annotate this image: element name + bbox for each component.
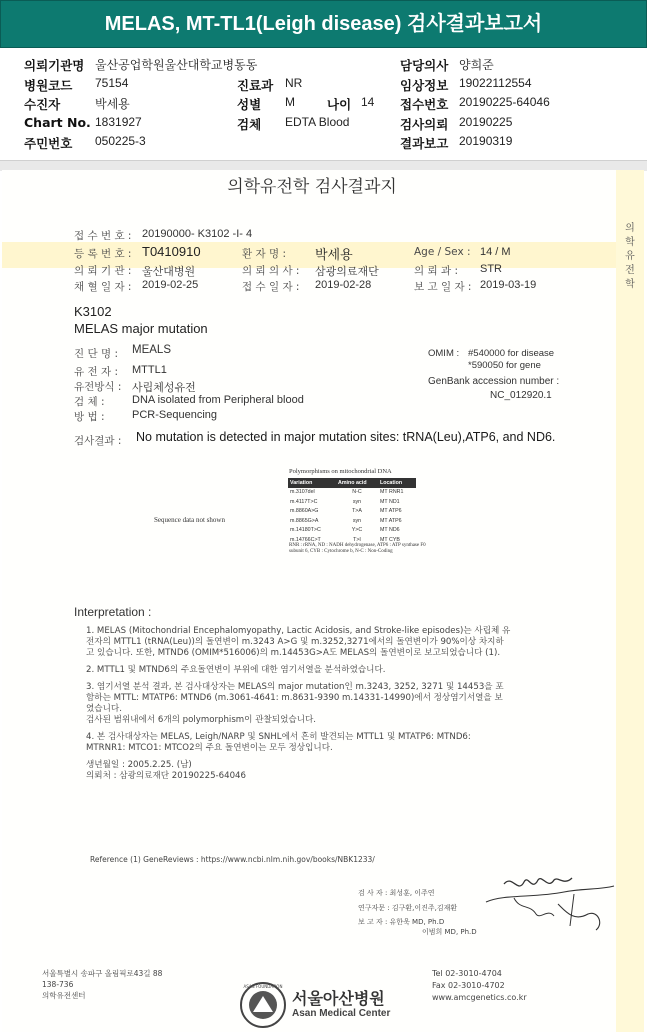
test-code: K3102 <box>74 304 112 319</box>
table-row <box>288 516 416 526</box>
diag-label: 진 단 명 : <box>74 348 118 360</box>
patient-label: 수진자 <box>24 97 61 112</box>
interp-line: 검사된 범위내에서 6개의 polymorphism이 관찰되었습니다. <box>86 715 317 725</box>
poly-header-location: Location <box>378 478 416 488</box>
interp-line: 전자의 MTTL1 (tRNA(Leu))의 돌연변이 m.3243 A>G 및 m.3252,3271에서의 돌연변이가 90%이상 차지하 <box>86 637 504 647</box>
poly-amino: T>I <box>353 536 361 543</box>
clinical-label: 임상정보 <box>400 78 449 93</box>
doctor-label: 담당의사 <box>400 58 449 73</box>
poly-amino: syn <box>352 498 362 505</box>
table-row <box>288 488 416 498</box>
req-doc-value: 삼광의료재단 <box>315 266 379 278</box>
poly-amino: T>A <box>352 508 362 515</box>
poly-location: MT ND1 <box>380 498 400 505</box>
req-doc-label: 의 뢰 의 사 : <box>242 265 300 277</box>
examiner: 검 사 자 : 최성훈, 이주연 <box>358 889 435 897</box>
agesex-value: 14 / M <box>480 246 511 258</box>
seal-text: ASAN FOUNDATION <box>243 984 283 989</box>
clinical-value: 19022112554 <box>459 76 532 90</box>
poly-amino: Y>C <box>351 527 363 534</box>
req-inst-value: 울산대병원 <box>142 266 196 278</box>
chart-value: 1831927 <box>95 115 142 129</box>
req-inst-label: 의 뢰 기 관 : <box>74 265 132 277</box>
receipt-label: 접수번호 <box>400 97 449 112</box>
doctor-value: 양희준 <box>459 58 494 72</box>
specimen-label-2: 검 체 : <box>74 396 105 408</box>
address-3: 의학유전센터 <box>42 991 86 1000</box>
patient-name-value: 박세용 <box>315 247 353 262</box>
diag-value: MEALS <box>132 344 171 356</box>
gene-value: MTTL1 <box>132 364 167 376</box>
institution-value: 울산공업학원울산대학교병동동 <box>95 58 258 72</box>
reception-no-label: 접 수 번 호 : <box>74 230 132 242</box>
method-value: 사립체성유전 <box>132 382 196 394</box>
address-1: 서울특별시 송파구 올림픽로43길 88 <box>42 969 163 978</box>
reporter: 보 고 자 : 유한욱 MD, Ph.D <box>358 918 445 926</box>
fax: Fax 02-3010-4702 <box>432 981 505 990</box>
rrn-label: 주민번호 <box>24 136 73 151</box>
technique-label: 방 법 : <box>74 411 105 423</box>
genbank-value: NC_012920.1 <box>490 390 552 401</box>
poly-header-row <box>288 478 416 488</box>
request-value: 20190225 <box>459 115 513 129</box>
scanned-report <box>2 170 644 1032</box>
sequence-note: Sequence data not shown <box>154 516 225 524</box>
interp-line: 함하는 MTTL: MTATP6: MTND6 (m.3061-4641: m.8631-9390 m.14331-14990)에서 정상염기서열을 보 <box>86 693 503 703</box>
address-2: 138-736 <box>42 980 74 989</box>
omim-disease: #540000 for disease <box>468 348 555 359</box>
poly-location: MT ATP6 <box>380 508 402 515</box>
report-title: MELAS, MT-TL1(Leigh disease) 검사결과보고서 <box>0 0 647 48</box>
method-label: 유전방식 : <box>74 381 122 393</box>
receipt-value: 20190225-64046 <box>459 95 550 109</box>
interp-line: 2. MTTL1 및 MTND6의 주요돌연변이 부위에 대한 염기서열을 분석하였습니다. <box>86 665 386 675</box>
chart-label: Chart No. <box>24 115 91 130</box>
sex-label: 성별 <box>237 97 262 112</box>
table-row <box>288 497 416 507</box>
poly-variation: m.14180T>C <box>290 527 321 534</box>
poly-location: MT ATP6 <box>380 517 402 524</box>
reg-no-value: T0410910 <box>142 244 201 259</box>
researcher: 연구자문 : 김구환,이진주,김재환 <box>358 904 458 912</box>
poly-note-1: RNR : rRNA, ND : NADH dehydrogenase, ATP6 : ATP synthase F0 <box>289 543 426 548</box>
poly-variation: m.3107del <box>290 489 315 496</box>
agesex-label: Age / Sex : <box>414 246 471 258</box>
poly-location: MT CYB <box>380 536 400 543</box>
dept-label: 진료과 <box>237 78 274 93</box>
req-dept-value: STR <box>480 263 502 275</box>
technique-value: PCR-Sequencing <box>132 409 217 421</box>
interp-body <box>86 626 510 782</box>
recv-date-label: 접 수 일 자 : <box>242 281 300 293</box>
interp-line: 3. 염기서열 분석 결과, 본 검사대상자는 MELAS의 major mutation인 m.3243, 3252, 3271 및 14453을 포 <box>86 682 504 692</box>
poly-variation: m.4117T>C <box>290 498 318 505</box>
reg-no-label: 등 록 번 호 : <box>74 248 132 260</box>
interp-title: Interpretation : <box>74 605 152 619</box>
poly-note-2: subunit 6, CYB : Cytochrome b, N-C : Non-Coding <box>289 549 393 554</box>
result-label: 검사결과 : <box>74 435 122 447</box>
table-row <box>288 507 416 517</box>
omim-gene: *590050 for gene <box>468 360 541 371</box>
dept-value: NR <box>285 76 303 90</box>
signature-image <box>474 864 624 934</box>
rrn-value: 050225-3 <box>95 134 146 148</box>
report-date-value: 2019-03-19 <box>480 279 537 291</box>
institution-label: 의뢰기관명 <box>24 58 85 73</box>
hospital-name-en: Asan Medical Center <box>292 1008 391 1019</box>
reporter-2: 이범희 MD, Ph.D <box>422 928 477 936</box>
recv-date-value: 2019-02-28 <box>315 279 372 291</box>
gene-label: 유 전 자 : <box>74 366 118 378</box>
specimen-value: EDTA Blood <box>285 115 350 129</box>
poly-location: MT ND6 <box>380 527 400 534</box>
sample-date-label: 채 혈 일 자 : <box>74 281 132 293</box>
interp-line: 1. MELAS (Mitochondrial Encephalomyopathy, Lactic Acidosis, and Stroke-like episodes)는 사립체 유 <box>86 626 511 636</box>
sex-value: M <box>285 95 295 109</box>
specimen-value-2: DNA isolated from Peripheral blood <box>132 394 304 406</box>
poly-amino: syn <box>352 517 362 524</box>
table-row <box>288 526 416 536</box>
hospital-code-value: 75154 <box>95 76 129 90</box>
polymorphism-table <box>288 478 416 545</box>
website: www.amcgenetics.co.kr <box>432 993 527 1002</box>
poly-amino: N-C <box>352 489 362 496</box>
result-value: No mutation is detected in major mutation sites: tRNA(Leu),ATP6, and ND6. <box>136 430 556 444</box>
sample-date-value: 2019-02-25 <box>142 279 199 291</box>
age-value: 14 <box>361 95 375 109</box>
omim-label: OMIM : <box>428 348 460 359</box>
interp-line: 고 있습니다. 또한, MTND6 (OMIM*516006)의 m.14453G>A도 MELAS의 돌연변이로 보고되었습니다 (1). <box>86 648 501 658</box>
poly-variation: m.8860A>G <box>290 508 319 515</box>
report-value: 20190319 <box>459 134 513 148</box>
test-name: MELAS major mutation <box>74 321 208 336</box>
poly-header-variation: Variation <box>288 478 336 488</box>
interp-line: 였습니다. <box>86 704 122 714</box>
poly-title: Polymorphisms on mitochondrial DNA <box>289 468 392 475</box>
specimen-label: 검체 <box>237 117 262 132</box>
interp-line: 의뢰처 : 삼광의료재단 20190225-64046 <box>86 771 246 781</box>
paper-title: 의학유전학 검사결과지 <box>227 177 397 197</box>
age-label: 나이 <box>327 97 352 112</box>
report-label: 결과보고 <box>400 136 449 151</box>
tel: Tel 02-3010-4704 <box>432 969 502 978</box>
reception-no-value: 20190000- K3102 -I- 4 <box>142 228 253 240</box>
interp-line: 생년월일 : 2005.2.25. (남) <box>86 760 192 770</box>
hospital-name-ko: 서울아산병원 <box>292 991 385 1008</box>
poly-variation: m.14766C>T <box>290 536 321 543</box>
interp-line: MTRNR1: MTCO1: MTCO2의 주요 돌연변이는 모두 정상입니다. <box>86 743 333 753</box>
interp-line: 4. 본 검사대상자는 MELAS, Leigh/NARP 및 SNHL에서 흔히 발견되는 MTTL1 및 MTATP6: MTND6: <box>86 732 471 742</box>
reference: Reference (1) GeneReviews : https://www.ncbi.nlm.nih.gov/books/NBK1233/ <box>90 855 375 864</box>
hospital-code-label: 병원코드 <box>24 78 73 93</box>
poly-header-amino: Amino acid <box>336 478 378 488</box>
patient-value: 박세용 <box>95 97 130 111</box>
request-label: 검사의뢰 <box>400 117 449 132</box>
req-dept-label: 의 뢰 과 : <box>414 265 458 277</box>
patient-name-label: 환 자 명 : <box>242 248 286 260</box>
report-date-label: 보 고 일 자 : <box>414 281 472 293</box>
asan-foundation-seal <box>238 980 288 1030</box>
poly-location: MT RNR1 <box>380 489 404 496</box>
poly-variation: m.8865G>A <box>290 517 319 524</box>
patient-header <box>0 48 647 160</box>
side-label: 의 학 유 전 학 <box>625 223 635 290</box>
genbank-label: GenBank accession number : <box>428 376 560 387</box>
